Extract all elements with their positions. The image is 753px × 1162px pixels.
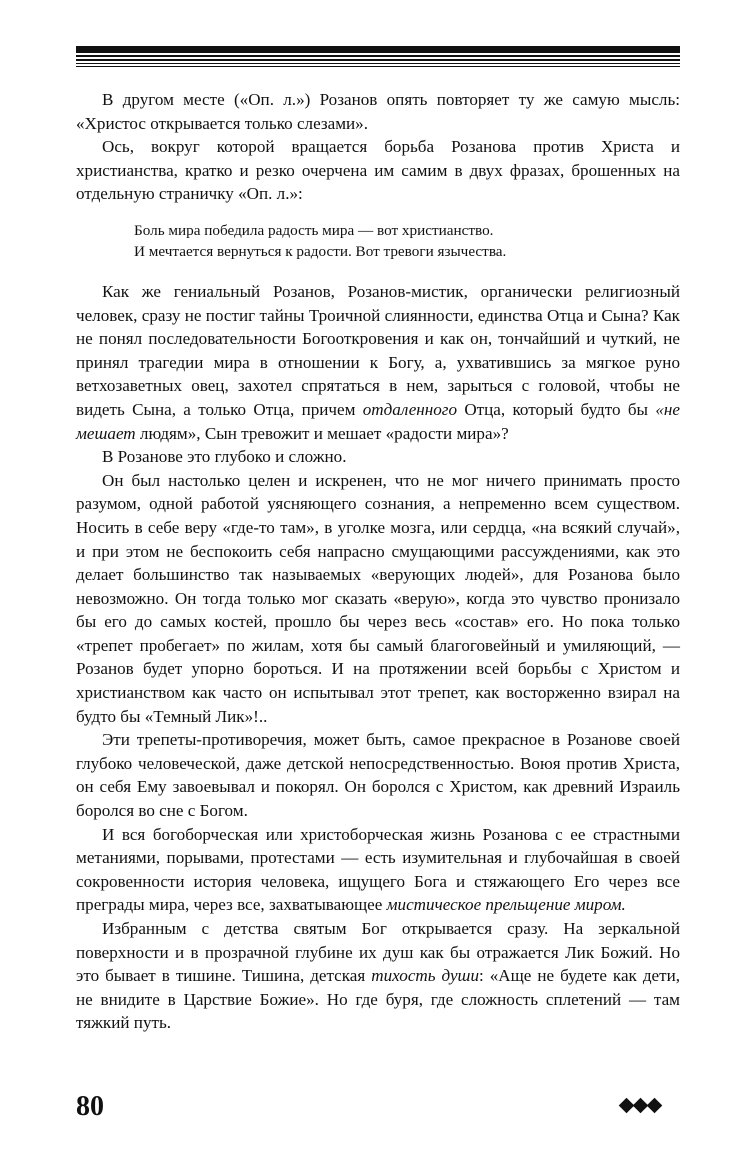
paragraph-5: Он был настолько целен и искренен, что не мог ничего принимать просто разумом, одной работой уясняющего сознания, а непременно всем существом. Носить в себе веру «где-то там», в уголке мозга, или сердца, «на всякий случай», и при этом не беспокоить себя напрасно смущающими рассуждениями, как это делает большинство так называемых «верующих людей», для Розанова было невозможно. Он тогда только мог сказать «верую», когда это чувство пронизало бы его до самых костей, прошло бы через весь «состав» его. Но пока только «трепет пробегает» по жилам, хотя бы самый благоговейный и умиляющий, — Розанов будет упорно бороться. И на протяжении всей борьбы с Христом и христианством как часто он испытывал этот трепет, как восторженно взирал на будто бы «Темный Лик»!.. — [76, 470, 680, 726]
verse-line-2: И мечтается вернуться к радости. Вот тревоги язычества. — [134, 242, 507, 260]
paragraph-3-text-a: Как же гениальный Розанов, Розанов-мистик, органически религиозный человек, сразу не постиг тайны Троичной слиянности, единства Отца и Сына? Как не понял последовательности Богооткровения и как он, тончайший и чуткий, не принял трагедии мира в отношении к Богу, а, ухватившись за мягкое руно ветхозаветных овец, захотел спрятаться в нем, зарыться с головой, чтобы не видеть Сына, а только Отца, причем — [76, 281, 680, 419]
paragraph-7 — [76, 823, 680, 917]
paragraph-8-text-b: : «Аще не будете как дети, не внидите в Царствие Божие». Но где буря, где сложность сплетений — там тяжкий путь. — [76, 966, 681, 1033]
paragraph-1: В другом месте («Оп. л.») Розанов опять повторяет ту же самую мысль: «Христос открывается только слезами». — [76, 90, 680, 133]
paragraph-2: Ось, вокруг которой вращается борьба Розанова против Христа и христианства, кратко и резко очерчена им самим в двух фразах, брошенных на отдельную страничку «Оп. л.»: — [76, 137, 680, 204]
paragraph-8-text-a: Избранным с детства святым Бог открывается сразу. На зеркальной поверхности и в прозрачной глубине их душ как бы отражается Лик Божий. Но это бывает в тишине. Тишина, детская — [76, 919, 680, 986]
paragraph-3-italic-a: отдаленного — [362, 399, 458, 419]
paragraph-7-italic: мистическое прельщение миром. — [386, 895, 626, 915]
page-number: 80 — [76, 1091, 104, 1122]
paragraph-3 — [76, 280, 680, 445]
diamond-ornament-icon — [621, 1100, 660, 1111]
paragraph-8 — [76, 917, 680, 1035]
header-rule — [76, 46, 680, 68]
page-text — [76, 88, 680, 1035]
paragraph-6: Эти трепеты-противоречия, может быть, самое прекрасное в Розанове своей глубоко человеческой, даже детской непосредственностью. Воюя против Христа, он себя Ему завоевывал и покорял. Он боролся с Христом, как древний Израиль боролся во сне с Богом. — [76, 730, 680, 821]
paragraph-8-italic: тихость души — [371, 966, 479, 986]
verse-line-1: Боль мира победила радость мира — вот христианство. — [134, 221, 494, 239]
verse-quote — [134, 220, 680, 262]
paragraph-3-text-b: Отца, который будто бы — [457, 399, 656, 419]
paragraph-3-italic-b: «не мешает — [76, 399, 680, 443]
paragraph-7-text: И вся богоборческая или христоборческая жизнь Розанова с ее страстными метаниями, порывами, протестами — есть изумительная и глубочайшая в своей сокровенности история человека, ищущего Бога и стяжающего Его через все преграды мира, через все, захватывающее — [76, 824, 680, 915]
paragraph-4: В Розанове это глубоко и сложно. — [102, 447, 347, 467]
paragraph-3-text-c: людям», Сын тревожит и мешает «радости мира»? — [135, 423, 509, 443]
